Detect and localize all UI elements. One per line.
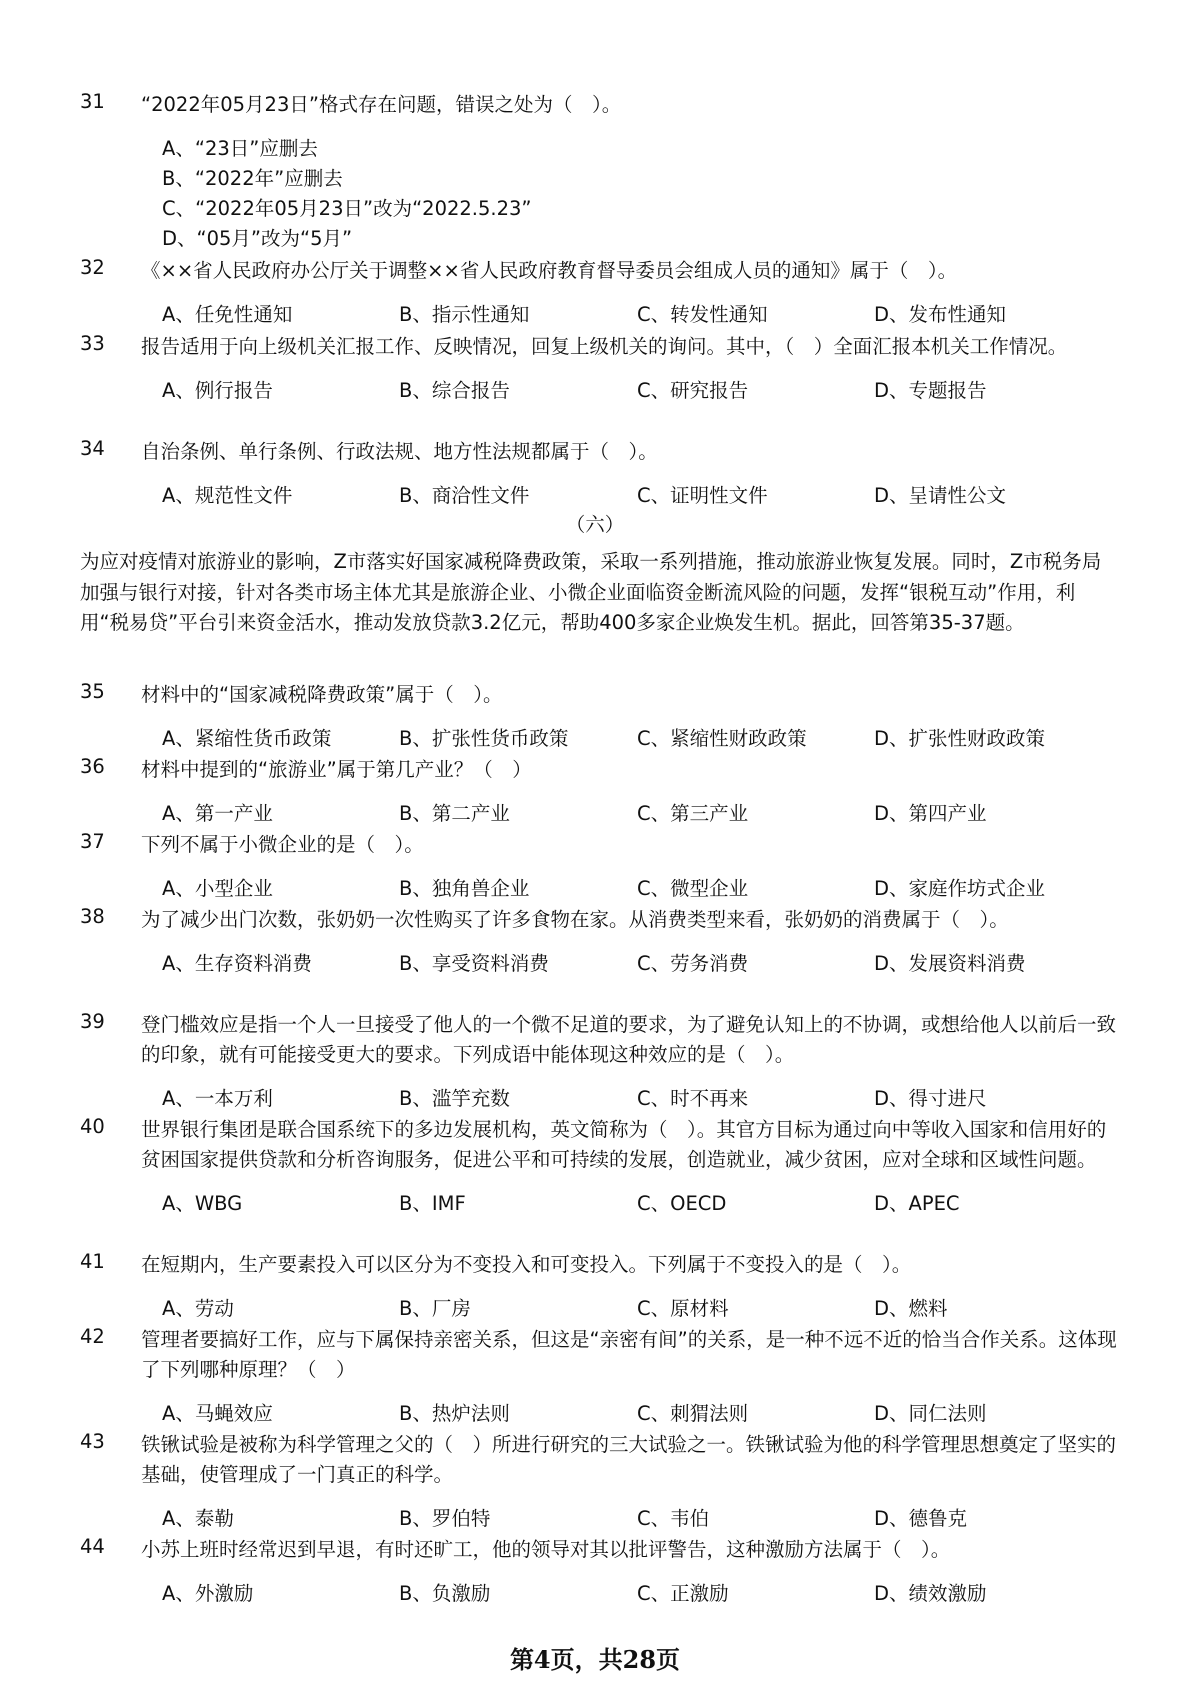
question-number: 42 [80, 1325, 105, 1348]
question-stem: 材料中提到的“旅游业”属于第几产业？（ ） [141, 758, 532, 781]
option-c: C、微型企业 [637, 877, 749, 900]
option-b: B、IMF [399, 1192, 466, 1215]
question-number: 37 [80, 830, 105, 853]
option-a: A、第一产业 [162, 802, 273, 825]
option-b: B、“2022年”应删去 [162, 167, 343, 190]
options-row [162, 481, 1120, 511]
option-a: A、任免性通知 [162, 303, 293, 326]
question-number: 32 [80, 256, 105, 279]
options-row [162, 1579, 1120, 1609]
question-stem: 铁锹试验是被称为科学管理之父的（ ）所进行研究的三大试验之一。铁锹试验为他的科学管理思想奠定了坚实的基础，使管理成了一门真正的科学。 [141, 1433, 1117, 1486]
question-31 [80, 90, 1120, 254]
option-d: D、绩效激励 [874, 1582, 987, 1605]
option-b: B、享受资料消费 [399, 952, 549, 975]
reading-passage: 为应对疫情对旅游业的影响，Z市落实好国家减税降费政策，采取一系列措施，推动旅游业恢复发展。同时，Z市税务局加强与银行对接，针对各类市场主体尤其是旅游企业、小微企业面临资金断流风险的问题，发挥“银税互动”作用，利用“税易贷”平台引来资金活水，推动发放贷款3.2亿元，帮助400多家企业焕发生机。据此，回答第35-37题。 [80, 550, 1102, 634]
option-d: D、家庭作坊式企业 [874, 877, 1046, 900]
option-a: A、外激励 [162, 1582, 254, 1605]
question-33 [80, 332, 1120, 406]
question-stem: 报告适用于向上级机关汇报工作、反映情况，回复上级机关的询问。其中，（ ）全面汇报本机关工作情况。 [141, 335, 1068, 358]
question-number: 36 [80, 755, 105, 778]
option-c: C、紧缩性财政政策 [637, 727, 807, 750]
question-32 [80, 256, 1120, 330]
option-c: C、原材料 [637, 1297, 729, 1320]
option-c: C、转发性通知 [637, 303, 768, 326]
option-c: C、研究报告 [637, 379, 749, 402]
option-d: D、燃料 [874, 1297, 948, 1320]
option-b: B、商洽性文件 [399, 484, 530, 507]
question-stem: 登门槛效应是指一个人一旦接受了他人的一个微不足道的要求，为了避免认知上的不协调，或想给他人以前后一致的印象，就有可能接受更大的要求。下列成语中能体现这种效应的是（ ）。 [141, 1013, 1117, 1066]
page-footer: 第4页，共28页 [509, 1645, 681, 1674]
question-number: 43 [80, 1430, 105, 1453]
question-38 [80, 905, 1120, 979]
option-a: A、生存资料消费 [162, 952, 312, 975]
option-d: D、发布性通知 [874, 303, 1007, 326]
option-d: D、“05月”改为“5月” [162, 227, 353, 250]
options-row [162, 1084, 1120, 1114]
question-number: 31 [80, 90, 105, 113]
option-b: B、指示性通知 [399, 303, 530, 326]
question-number: 34 [80, 437, 105, 460]
option-a: A、小型企业 [162, 877, 273, 900]
option-c: C、“2022年05月23日”改为“2022.5.23” [162, 197, 532, 220]
question-stem: 管理者要搞好工作，应与下属保持亲密关系，但这是“亲密有间”的关系，是一种不远不近的恰当合作关系。这体现了下列哪种原理？（ ） [141, 1328, 1117, 1381]
question-35 [80, 680, 1120, 754]
question-39 [80, 1010, 1120, 1114]
options-row [162, 376, 1120, 406]
question-number: 44 [80, 1535, 105, 1558]
option-d: D、扩张性财政政策 [874, 727, 1046, 750]
option-c: C、证明性文件 [637, 484, 768, 507]
option-d: D、APEC [874, 1192, 960, 1215]
question-stem: 在短期内，生产要素投入可以区分为不变投入和可变投入。下列属于不变投入的是（ ）。 [141, 1253, 912, 1276]
question-number: 39 [80, 1010, 105, 1033]
option-c: C、第三产业 [637, 802, 749, 825]
question-stem: “2022年05月23日”格式存在问题，错误之处为（ ）。 [141, 93, 622, 116]
question-stem: 世界银行集团是联合国系统下的多边发展机构，英文简称为（ ）。其官方目标为通过向中等收入国家和信用好的贫困国家提供贷款和分析咨询服务，促进公平和可持续的发展，创造就业，减少贫困，应对全球和区域性问题。 [141, 1118, 1107, 1171]
question-stem: 自治条例、单行条例、行政法规、地方性法规都属于（ ）。 [141, 440, 658, 463]
question-43 [80, 1430, 1120, 1534]
question-44 [80, 1535, 1120, 1609]
options-row [162, 874, 1120, 904]
options-row [162, 1399, 1120, 1429]
question-number: 35 [80, 680, 105, 703]
option-c: C、刺猬法则 [637, 1402, 749, 1425]
option-a: A、马蝇效应 [162, 1402, 273, 1425]
question-stem: 材料中的“国家减税降费政策”属于（ ）。 [141, 683, 503, 706]
option-b: B、罗伯特 [399, 1507, 491, 1530]
question-42 [80, 1325, 1120, 1429]
option-c: C、时不再来 [637, 1087, 749, 1110]
options-row [162, 724, 1120, 754]
option-a: A、WBG [162, 1192, 243, 1215]
option-b: B、滥竽充数 [399, 1087, 510, 1110]
option-c: C、韦伯 [637, 1507, 710, 1530]
option-c: C、OECD [637, 1192, 727, 1215]
options-list [162, 134, 1120, 254]
option-b: B、第二产业 [399, 802, 510, 825]
option-d: D、呈请性公文 [874, 484, 1007, 507]
question-number: 38 [80, 905, 105, 928]
option-b: B、独角兽企业 [399, 877, 530, 900]
question-40 [80, 1115, 1120, 1219]
question-37 [80, 830, 1120, 904]
option-d: D、德鲁克 [874, 1507, 968, 1530]
option-a: A、规范性文件 [162, 484, 293, 507]
question-34 [80, 437, 1120, 511]
option-a: A、一本万利 [162, 1087, 273, 1110]
section-heading: （六） [565, 513, 625, 536]
question-41 [80, 1250, 1120, 1324]
option-d: D、同仁法则 [874, 1402, 987, 1425]
options-row [162, 1294, 1120, 1324]
option-a: A、例行报告 [162, 379, 273, 402]
options-row [162, 1504, 1120, 1534]
option-c: C、正激励 [637, 1582, 729, 1605]
options-row [162, 949, 1120, 979]
question-stem: 小苏上班时经常迟到早退，有时还旷工，他的领导对其以批评警告，这种激励方法属于（ ）。 [141, 1538, 951, 1561]
options-row [162, 300, 1120, 330]
option-d: D、第四产业 [874, 802, 987, 825]
option-b: B、扩张性货币政策 [399, 727, 569, 750]
option-b: B、综合报告 [399, 379, 510, 402]
question-number: 40 [80, 1115, 105, 1138]
option-b: B、厂房 [399, 1297, 471, 1320]
question-number: 41 [80, 1250, 105, 1273]
question-stem: 为了减少出门次数，张奶奶一次性购买了许多食物在家。从消费类型来看，张奶奶的消费属于（ ）。 [141, 908, 1009, 931]
question-stem: 下列不属于小微企业的是（ ）。 [141, 833, 424, 856]
option-a: A、紧缩性货币政策 [162, 727, 332, 750]
option-a: A、“23日”应删去 [162, 137, 318, 160]
option-b: B、负激励 [399, 1582, 491, 1605]
option-a: A、劳动 [162, 1297, 234, 1320]
option-a: A、泰勒 [162, 1507, 234, 1530]
question-number: 33 [80, 332, 105, 355]
question-stem: 《××省人民政府办公厅关于调整××省人民政府教育督导委员会组成人员的通知》属于（ ）。 [141, 259, 958, 282]
options-row [162, 1189, 1120, 1219]
option-d: D、发展资料消费 [874, 952, 1026, 975]
options-row [162, 799, 1120, 829]
option-b: B、热炉法则 [399, 1402, 510, 1425]
option-d: D、得寸进尺 [874, 1087, 987, 1110]
option-d: D、专题报告 [874, 379, 987, 402]
option-c: C、劳务消费 [637, 952, 749, 975]
question-36 [80, 755, 1120, 829]
